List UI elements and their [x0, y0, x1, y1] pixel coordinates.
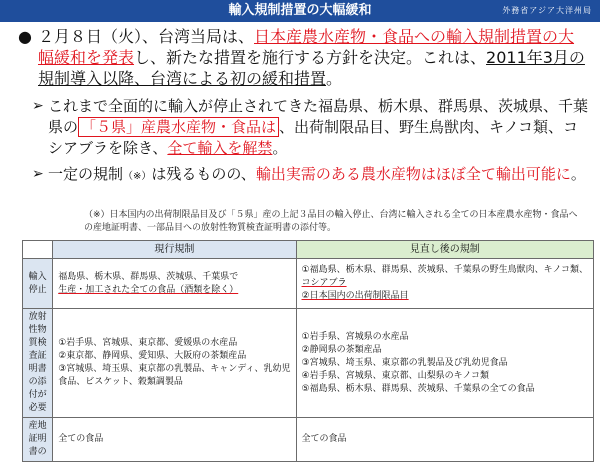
cell-line: コシアブラ [301, 278, 347, 288]
cell-line: 生産・加工された全ての食品（酒類を除く） [58, 284, 239, 295]
sub2-highlight-red: 輸出実需のある農水産物はほぼ全て輸出可能に [255, 165, 571, 183]
arrow-icon: ➢ [32, 98, 44, 114]
cell-line: 全ての食品 [301, 434, 347, 444]
cell-line: 食品、ビスケット、穀類調製品 [58, 377, 183, 387]
cell-current [53, 418, 296, 462]
row-label: 放射性物質検査証明書の添付が必要 [23, 309, 53, 418]
note-mark: （※） [123, 171, 152, 182]
bullet-dot-icon: ● [18, 27, 32, 46]
cell-line: 福島県、栃木県、群馬県、茨城県、千葉県で [58, 271, 239, 282]
sub1-highlight-red: 全て輸入を解禁 [167, 139, 273, 157]
sub1-text: これまで全面的に輸入が停止されてきた福島県、栃木県、群馬県、茨城県、千葉県の [48, 97, 589, 136]
cell-line: ①福島県、栃木県、群馬県、茨城県、千葉県の野生鳥獣肉、キノコ類、 [301, 265, 588, 275]
cell-line: ③宮城県、埼玉県、東京都の乳製品、キャンディ、乳幼児 [58, 364, 291, 374]
bullet-highlight-underline: 2011年3月の規制導入以降、台湾による初の緩和措置 [38, 48, 585, 88]
cell-revised [296, 309, 593, 418]
bullet-text-part: し、新たな措置を施行する方針を決定。これは、 [134, 48, 487, 67]
main-bullet [18, 26, 588, 89]
cell-current [53, 259, 296, 309]
cell-revised [296, 418, 593, 462]
cell-revised [296, 259, 593, 309]
bullet-text-part: ２月８日（火）、台湾当局は、 [38, 27, 255, 46]
five-prefectures-box: 「５県」産農水産物・食品は [78, 117, 279, 137]
arrow-icon: ➢ [32, 166, 44, 182]
sub2-text: は残るものの、 [151, 165, 256, 183]
organization-label: 外務省アジア大洋州局 [502, 6, 592, 15]
table-row [23, 418, 594, 462]
sub-bullet-1 [32, 96, 589, 159]
table-header-blank [23, 241, 53, 259]
table-header-row [23, 241, 594, 259]
table-header-current: 現行規制 [53, 241, 296, 259]
cell-line: ⑤福島県、栃木県、群馬県、茨城県、千葉県の全ての食品 [301, 383, 535, 394]
table-row [23, 259, 594, 309]
main-bullet-text [18, 26, 588, 89]
cell-line: 全ての食品 [58, 434, 104, 444]
sub-bullet-2 [32, 164, 588, 187]
bullet-text-part: 。 [326, 69, 343, 88]
cell-current [53, 309, 296, 418]
bullet-highlight-red: 日本産農水産物・食品への輸入規制措置の大幅緩和を発表 [38, 27, 575, 67]
cell-line: ②東京都、静岡県、愛知県、大阪府の茶類産品 [58, 351, 247, 361]
cell-line: ①岩手県、宮城県、東京都、愛媛県の水産品 [58, 338, 238, 348]
regulation-table [22, 240, 594, 462]
sub1-text: 、出荷制限品目、野生鳥獣肉、キノコ類、コシアブラを除き、 [48, 118, 578, 157]
cell-line: ③宮城県、埼玉県、東京都の乳製品及び乳幼児食品 [301, 357, 508, 368]
row-label: 輸入停止 [23, 259, 53, 309]
cell-line: ②静岡県の茶類産品 [301, 344, 382, 355]
table-header-revised: 見直し後の規制 [296, 241, 593, 259]
cell-line: ④岩手県、宮城県、東京都、山梨県のキノコ類 [301, 370, 489, 381]
table-row [23, 309, 594, 418]
page-title: 輸入規制措置の大幅緩和 [228, 3, 372, 18]
header-bar [0, 0, 600, 22]
sub2-text: 一定の規制 [48, 165, 124, 183]
cell-line: ②日本国内の出荷制限品目 [301, 291, 409, 301]
cell-line: ①岩手県、宮城県の水産品 [301, 331, 409, 342]
sub1-text: 。 [272, 139, 288, 157]
sub2-text: 。 [570, 165, 586, 183]
row-label: 産地証明書の [23, 418, 53, 462]
footnote: （※）日本国内の出荷制限品目及び「５県」産の上記３品目の輸入停止、台湾に輸入される全ての日本産農水産物・食品への産地証明書、一部品目への放射性物質検査証明書の添付等。 [84, 210, 578, 233]
